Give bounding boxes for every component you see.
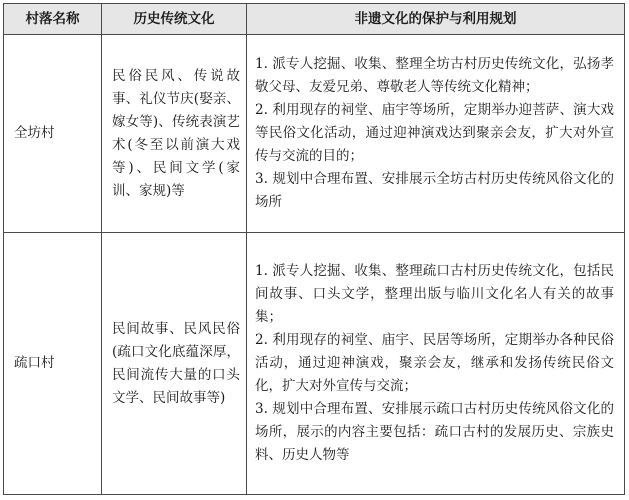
row-1-culture <box>102 35 247 233</box>
row-2-plan <box>247 233 624 494</box>
row-1-village <box>4 35 102 233</box>
header-village-name: 村落名称 <box>4 4 102 35</box>
header-protection-plan: 非遗文化的保护与利用规划 <box>247 4 624 35</box>
culture-text: 民俗民风、传说故事、礼仪节庆(娶亲、嫁女等)、传统表演艺术(冬至以前演大戏等)、民间文学(家训、家规)等 <box>112 67 240 199</box>
village-name: 全坊村 <box>14 125 55 141</box>
plan-item-2: 2. 利用现存的祠堂、庙宇等场所，定期举办迎菩萨、演大戏等民俗文化活动，通过迎神演戏达到聚亲会友，扩大对外宣传与交流的目的； <box>255 102 614 164</box>
plan-item-3: 3. 规划中合理布置、安排展示疏口古村历史传统风俗文化的场所，展示的内容主要包括：疏口古村的发展历史、宗族史料、历史人物等 <box>255 401 614 463</box>
heritage-table <box>3 3 625 495</box>
row-1-plan <box>247 35 624 233</box>
culture-text: 民间故事、民风民俗(疏口文化底蕴深厚，民间流传大量的口头文学、民间故事等) <box>112 320 240 406</box>
plan-item-3: 3. 规划中合理布置、安排展示全坊古村历史传统风俗文化的场所 <box>255 171 614 210</box>
plan-item-2: 2. 利用现存的祠堂、庙宇、民居等场所，定期举办各种民俗活动，通过迎神演戏，聚亲会友，继承和发扬传统民俗文化，扩大对外宣传与交流； <box>255 332 614 394</box>
row-2-culture <box>102 233 247 494</box>
plan-item-1: 1. 派专人挖掘、收集、整理全坊古村历史传统文化，弘扬孝敬父母、友爱兄弟、尊敬老人等传统文化精神； <box>255 56 614 95</box>
plan-item-1: 1. 派专人挖掘、收集、整理疏口古村历史传统文化，包括民间故事、口头文学，整理出版与临川文化名人有关的故事集； <box>255 263 614 325</box>
row-2-village <box>4 233 102 494</box>
header-historical-culture: 历史传统文化 <box>102 4 247 35</box>
village-name: 疏口村 <box>14 355 55 371</box>
